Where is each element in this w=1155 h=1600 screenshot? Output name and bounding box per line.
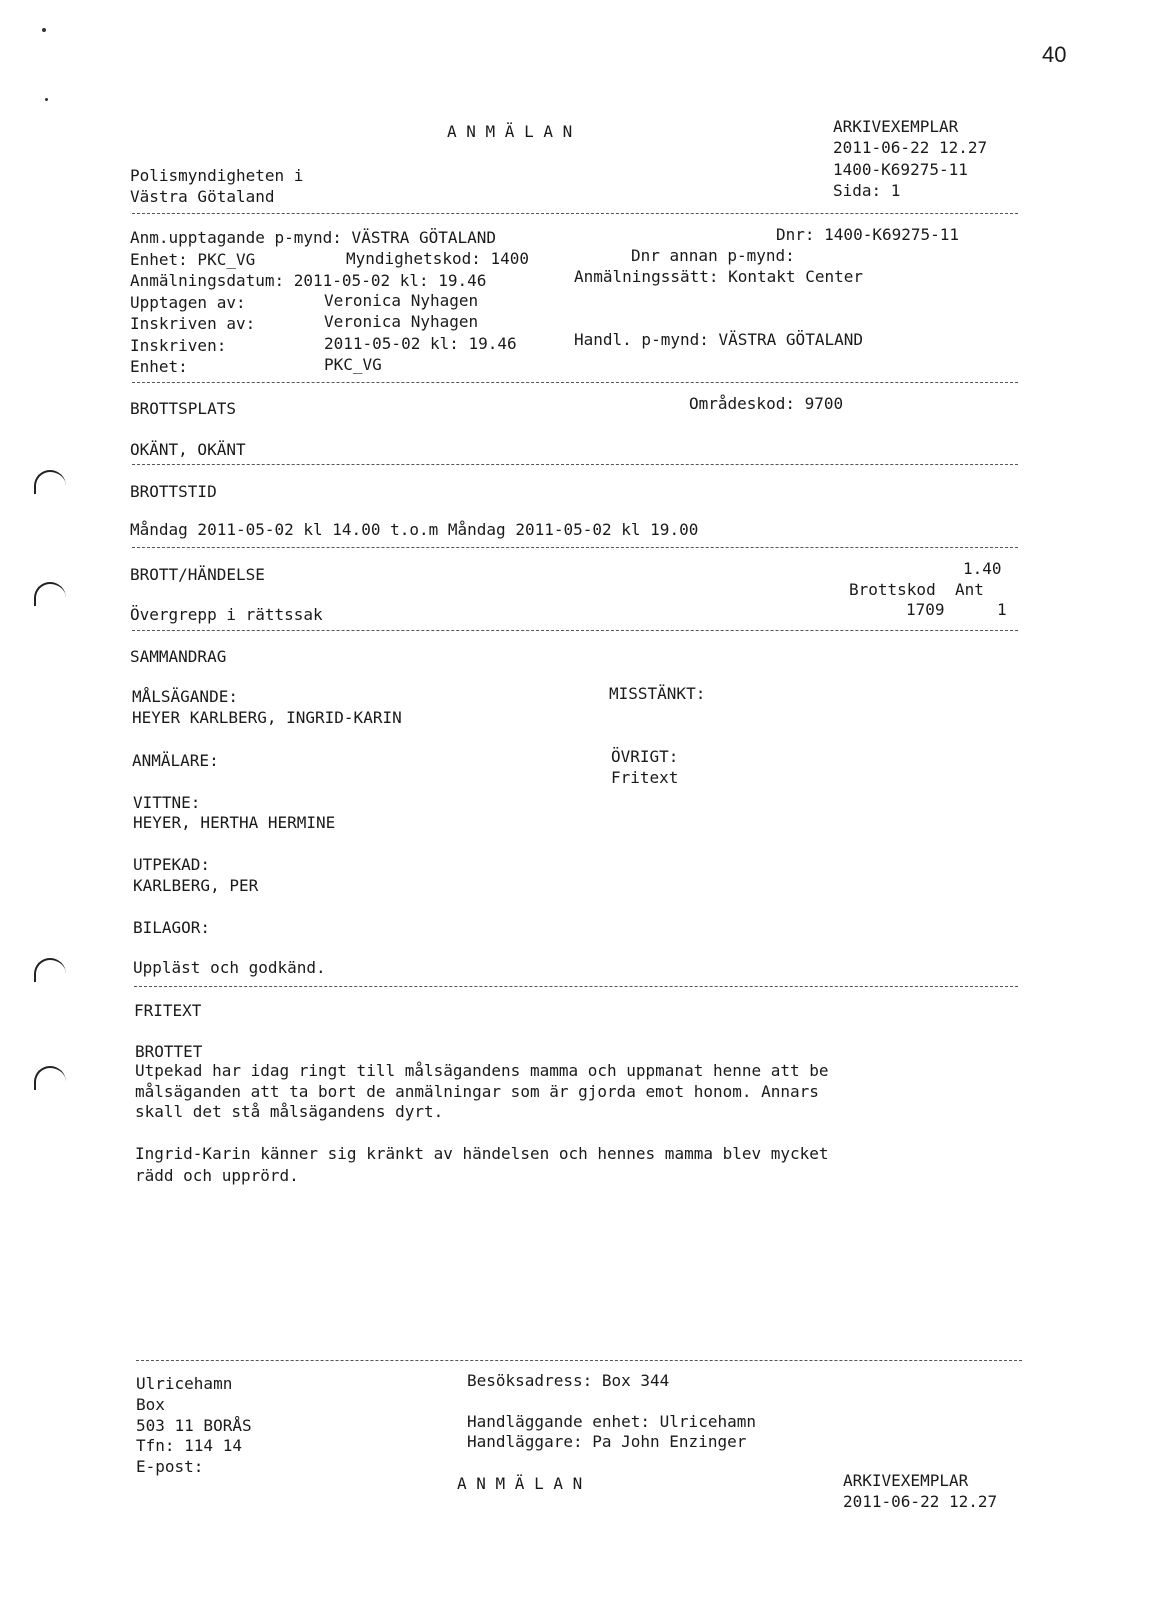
upptagen-value: Veronica Nyhagen — [324, 291, 479, 310]
brott-count: 1 — [997, 600, 1007, 619]
misstankt-label: MISSTÄNKT: — [609, 684, 706, 703]
divider — [134, 986, 1018, 987]
anmalare-label: ANMÄLARE: — [132, 751, 219, 770]
inskriven-av-label: Inskriven av: — [130, 314, 256, 333]
fritext-p1-line1: Utpekad har idag ringt till målsägandens mamma och uppmanat henne att be — [135, 1061, 829, 1080]
divider — [132, 630, 1018, 631]
fritext-p2-line2: rädd och upprörd. — [135, 1166, 299, 1185]
utpekad-label: UTPEKAD: — [133, 855, 211, 874]
anmalningssatt: Anmälningssätt: Kontakt Center — [574, 267, 863, 286]
page-number: 40 — [1042, 42, 1067, 67]
upplast-text: Uppläst och godkänd. — [133, 958, 326, 977]
brottstid-value: Måndag 2011-05-02 kl 14.00 t.o.m Måndag 2011-05-02 kl 19.00 — [130, 520, 699, 539]
brott-version: 1.40 — [963, 559, 1002, 578]
inskriven-label: Inskriven: — [130, 336, 227, 355]
footer-handlaggare: Handläggare: Pa John Enzinger — [467, 1432, 747, 1451]
ovrigt-value: Fritext — [611, 768, 679, 787]
footer-archive-label: ARKIVEXEMPLAR — [843, 1471, 969, 1490]
footer-archive-datetime: 2011-06-22 12.27 — [843, 1492, 998, 1511]
fritext-subheading: BROTTET — [135, 1042, 203, 1061]
divider — [132, 464, 1018, 465]
punch-hole-mark — [34, 582, 66, 606]
divider — [132, 213, 1018, 214]
omradeskod: Områdeskod: 9700 — [689, 394, 844, 413]
handl-pmynd: Handl. p-mynd: VÄSTRA GÖTALAND — [574, 330, 863, 349]
utpekad-value: KARLBERG, PER — [133, 876, 259, 895]
sammandrag-heading: SAMMANDRAG — [130, 647, 227, 666]
archive-label: ARKIVEXEMPLAR — [833, 117, 959, 136]
scan-dot — [42, 28, 46, 32]
ovrigt-label: ÖVRIGT: — [611, 747, 679, 766]
enhet2-value: PKC_VG — [324, 355, 382, 374]
authority-line2: Västra Götaland — [130, 187, 275, 206]
punch-hole-mark — [34, 470, 66, 494]
malsagande-value: HEYER KARLBERG, INGRID-KARIN — [132, 708, 402, 727]
fritext-p1-line2: målsäganden att ta bort de anmälningar som är gjorda emot honom. Annars — [135, 1082, 819, 1101]
brott-description: Övergrepp i rättssak — [130, 605, 323, 624]
footer-handlaggande-enhet: Handläggande enhet: Ulricehamn — [467, 1412, 756, 1431]
brott-heading: BROTT/HÄNDELSE — [130, 565, 265, 584]
malsagande-label: MÅLSÄGANDE: — [132, 687, 238, 706]
divider — [132, 547, 1018, 548]
divider — [136, 1360, 1022, 1361]
enhet: Enhet: PKC_VG — [130, 250, 256, 269]
fritext-p1-line3: skall det stå målsägandens dyrt. — [135, 1102, 444, 1121]
page-indicator: Sida: 1 — [833, 181, 901, 200]
case-number: 1400-K69275-11 — [833, 160, 968, 179]
document-title: A N M Ä L A N — [447, 122, 573, 141]
brott-column-header: Brottskod Ant — [849, 580, 984, 599]
brottsplats-heading: BROTTSPLATS — [130, 399, 236, 418]
brottsplats-value: OKÄNT, OKÄNT — [130, 440, 246, 459]
upptagen-label: Upptagen av: — [130, 293, 246, 312]
vittne-value: HEYER, HERTHA HERMINE — [133, 813, 336, 832]
footer-title: A N M Ä L A N — [457, 1474, 583, 1493]
anm-upptagande: Anm.upptagande p-mynd: VÄSTRA GÖTALAND — [130, 228, 497, 247]
brottstid-heading: BROTTSTID — [130, 482, 217, 501]
footer-phone: Tfn: 114 14 — [136, 1436, 242, 1455]
inskriven-av-value: Veronica Nyhagen — [324, 312, 479, 331]
fritext-heading: FRITEXT — [134, 1001, 202, 1020]
authority-line1: Polismyndigheten i — [130, 166, 304, 185]
footer-besoksadress: Besöksadress: Box 344 — [467, 1371, 670, 1390]
dnr: Dnr: 1400-K69275-11 — [776, 225, 960, 244]
footer-email: E-post: — [136, 1457, 204, 1476]
footer-postal: 503 11 BORÅS — [136, 1416, 252, 1435]
archive-datetime: 2011-06-22 12.27 — [833, 138, 988, 157]
anmalningsdatum: Anmälningsdatum: 2011-05-02 kl: 19.46 — [130, 271, 487, 290]
punch-hole-mark — [34, 1066, 66, 1090]
myndighetskod: Myndighetskod: 1400 — [346, 249, 530, 268]
brott-code: 1709 — [906, 600, 945, 619]
inskriven-value: 2011-05-02 kl: 19.46 — [324, 334, 517, 353]
divider — [132, 382, 1018, 383]
punch-hole-mark — [34, 958, 66, 982]
vittne-label: VITTNE: — [133, 793, 201, 812]
dnr-annan: Dnr annan p-mynd: — [631, 246, 795, 265]
bilagor-label: BILAGOR: — [133, 918, 211, 937]
footer-office: Ulricehamn — [136, 1374, 233, 1393]
enhet2-label: Enhet: — [130, 357, 188, 376]
scan-dot — [45, 98, 48, 101]
fritext-p2-line1: Ingrid-Karin känner sig kränkt av händelsen och hennes mamma blev mycket — [135, 1144, 829, 1163]
footer-box: Box — [136, 1395, 165, 1414]
